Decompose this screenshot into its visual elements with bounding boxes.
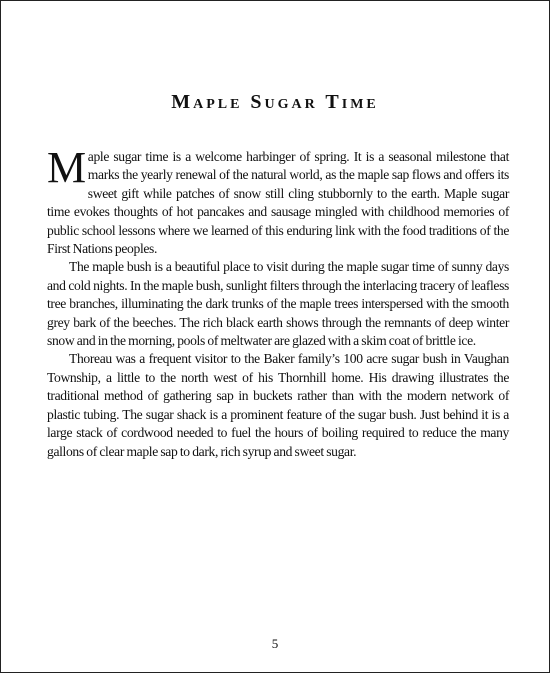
page-number: 5 [271,636,279,651]
paragraph-1 [47,143,509,258]
chapter-body [47,143,509,461]
paragraph-3: Thoreau was a frequent visitor to the Baker family’s 100 acre sugar bush in Vaughan Township, a little to the north west of his Thornhill home. His drawing illustrates the traditional method of gathering sap in buckets rather than with the modern network of plastic tubing. The sugar shack is a prominent feature of the sugar bush. Just behind it is a large stack of cordwood needed to fuel the hours of boiling required to reduce the many gallons of clear maple sap to dark, rich syrup and sweet sugar. [47,351,509,459]
paragraph-2: The maple bush is a beautiful place to visit during the maple sugar time of sunny days and cold nights. In the maple bush, sunlight filters through the interlacing tracery of leafless tree branches, illuminating the dark trunks of the maple trees interspersed with the smooth grey bark of the beeches. The rich black earth shows through the remnants of deep winter snow and in the morning, pools of meltwater are glazed with a skim coat of brittle ice. [47,259,509,349]
chapter-title: Maple Sugar Time [171,91,379,113]
paragraph-1-text: aple sugar time is a welcome harbinger of spring. It is a seasonal milestone that marks the yearly renewal of the natural world, as the maple sap flows and offers its sweet gift while patches of snow still cling stubbornly to the earth. Maple sugar time evokes thoughts of hot pancakes and sausage mingled with childhood memories of public school lessons where we learned of this enduring link with the food traditions of the First Nations peoples. [47,149,509,257]
drop-cap-letter: M [47,143,86,192]
